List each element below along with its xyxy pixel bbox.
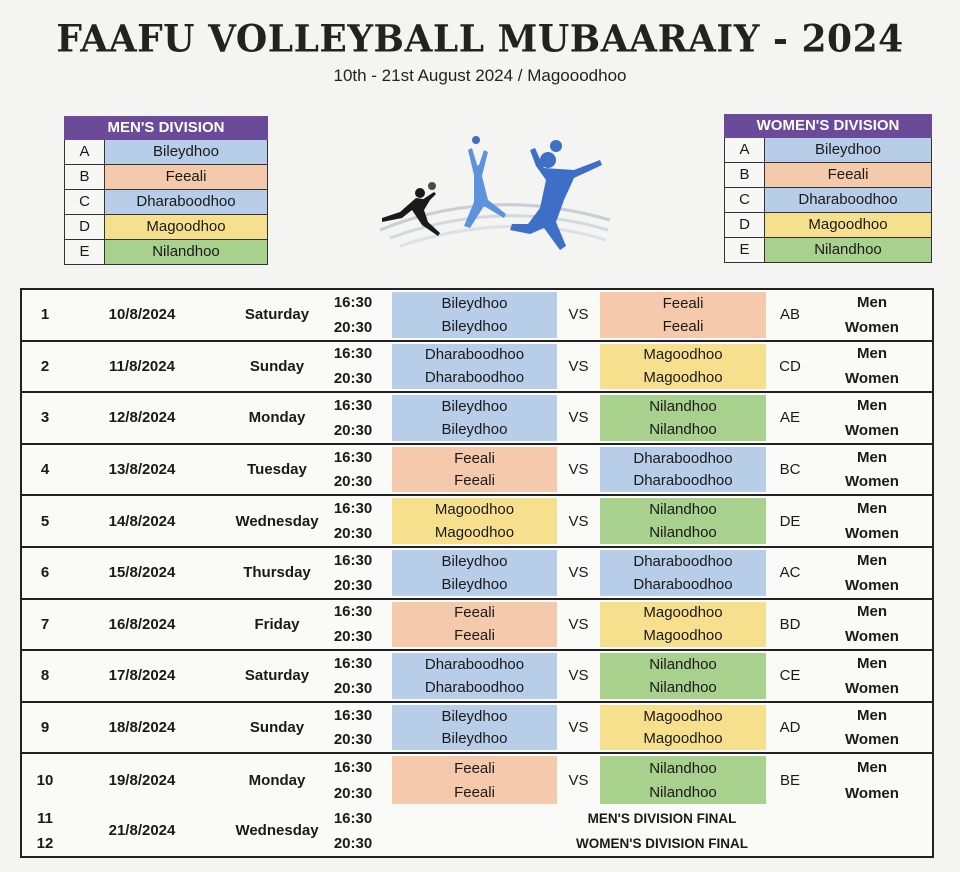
page-subtitle: 10th - 21st August 2024 / Magooodhoo (333, 66, 627, 85)
group-code: BD (779, 615, 801, 633)
division-row (724, 213, 932, 238)
group-letter: D (64, 215, 104, 239)
gender-label: Men (857, 500, 887, 518)
match-genders (822, 393, 922, 443)
match-number: 6 (40, 564, 50, 582)
match-row (22, 703, 932, 755)
match-time: 20:30 (333, 525, 373, 543)
team-name: Magoodhoo (643, 707, 723, 725)
home-team (392, 498, 557, 544)
division-row (64, 240, 268, 265)
division-row (724, 163, 932, 188)
match-day: Saturday (244, 306, 310, 324)
vs-label: VS (568, 771, 589, 789)
match-time: 20:30 (333, 370, 373, 388)
match-date: 17/8/2024 (108, 667, 176, 685)
away-team (600, 498, 766, 544)
gender-label: Men (857, 397, 887, 415)
finals-row (22, 806, 932, 856)
team-name: Nilandhoo (649, 656, 717, 674)
match-time: 16:30 (333, 448, 373, 466)
team-name: Magoodhoo (643, 346, 723, 364)
team-name: Nilandhoo (649, 420, 717, 438)
match-time: 16:30 (333, 758, 373, 776)
match-number: 4 (40, 461, 50, 479)
match-time: 20:30 (333, 679, 373, 697)
match-number: 1 (40, 306, 50, 324)
gender-label: Men (857, 551, 887, 569)
match-day: Wednesday (235, 822, 319, 840)
team-name: Bileydhoo (104, 140, 268, 164)
group-letter: B (64, 165, 104, 189)
team-name: Feeali (104, 165, 268, 189)
match-time: 20:30 (333, 576, 373, 594)
women-division-header: WOMEN'S DIVISION (724, 114, 932, 138)
division-row (64, 190, 268, 215)
match-day: Monday (248, 409, 306, 427)
team-name: Feeali (454, 449, 495, 467)
gender-label: Women (845, 473, 899, 491)
group-code: BE (779, 771, 800, 789)
group-code: AE (779, 409, 800, 427)
team-name: Bileydhoo (441, 552, 508, 570)
match-number: 11 (37, 809, 53, 827)
match-date: 14/8/2024 (108, 512, 176, 530)
team-name: Magoodhoo (643, 369, 723, 387)
match-genders (822, 651, 922, 701)
team-name: Bileydhoo (764, 138, 932, 162)
team-name: Feeali (764, 163, 932, 187)
match-day: Monday (248, 771, 306, 789)
team-name: Dharaboodhoo (764, 188, 932, 212)
match-genders (822, 600, 922, 650)
division-row (724, 138, 932, 163)
page-title: FAAFU VOLLEYBALL MUBAARAIY - 2024 (56, 16, 904, 62)
match-time: 16:30 (333, 706, 373, 724)
match-date: 18/8/2024 (108, 719, 176, 737)
team-name: Nilandhoo (649, 524, 717, 542)
men-final-label: MEN'S DIVISION FINAL (587, 810, 737, 826)
team-name: Dharaboodhoo (633, 472, 733, 490)
match-time: 16:30 (333, 345, 373, 363)
finals-labels (442, 806, 882, 856)
group-letter: B (724, 163, 764, 187)
match-genders (822, 703, 922, 753)
match-times (322, 548, 384, 598)
match-time: 20:30 (333, 784, 373, 802)
match-times (322, 496, 384, 546)
match-time: 20:30 (333, 628, 373, 646)
vs-label: VS (568, 306, 589, 324)
vs-label: VS (568, 409, 589, 427)
gender-label: Women (845, 525, 899, 543)
match-day: Sunday (249, 719, 305, 737)
group-code: AC (779, 564, 801, 582)
match-time: 16:30 (333, 603, 373, 621)
match-date: 11/8/2024 (109, 357, 175, 375)
group-letter: A (64, 140, 104, 164)
match-day: Thursday (243, 564, 311, 582)
team-name: Dharaboodhoo (424, 656, 525, 674)
match-number: 12 (36, 834, 54, 852)
group-code: CE (779, 667, 801, 685)
match-day: Friday (254, 615, 300, 633)
match-date: 13/8/2024 (108, 461, 176, 479)
team-name: Dharaboodhoo (424, 369, 525, 387)
gender-label: Men (857, 758, 887, 776)
vs-label: VS (568, 461, 589, 479)
team-name: Bileydhoo (441, 707, 508, 725)
gender-label: Women (845, 370, 899, 388)
match-times (322, 393, 384, 443)
division-row (64, 165, 268, 190)
away-team (600, 292, 766, 338)
home-team (392, 653, 557, 699)
match-row (22, 754, 932, 806)
division-row (64, 140, 268, 165)
match-row (22, 600, 932, 652)
match-number: 10 (36, 771, 54, 789)
division-row (724, 188, 932, 213)
match-time: 16:30 (333, 551, 373, 569)
away-team (600, 705, 766, 751)
team-name: Nilandhoo (764, 238, 932, 262)
team-name: Dharaboodhoo (424, 678, 525, 696)
match-day: Sunday (249, 357, 305, 375)
match-number: 9 (40, 719, 50, 737)
team-name: Magoodhoo (643, 604, 723, 622)
match-time: 20:30 (333, 318, 373, 336)
team-name: Magoodhoo (643, 730, 723, 748)
gender-label: Men (857, 345, 887, 363)
match-date: 16/8/2024 (108, 615, 176, 633)
team-name: Feeali (662, 294, 704, 312)
group-letter: E (64, 240, 104, 264)
group-code: AD (779, 719, 801, 737)
match-times (322, 290, 384, 340)
team-name: Bileydhoo (441, 420, 508, 438)
gender-label: Women (845, 731, 899, 749)
match-number: 3 (40, 409, 50, 427)
vs-label: VS (568, 512, 589, 530)
team-name: Nilandhoo (649, 501, 717, 519)
match-time: 20:30 (333, 473, 373, 491)
match-times (322, 600, 384, 650)
group-letter: C (64, 190, 104, 214)
team-name: Dharaboodhoo (633, 552, 733, 570)
volleyball-players-illustration (360, 130, 620, 270)
gender-label: Women (845, 318, 899, 336)
team-name: Nilandhoo (649, 398, 717, 416)
match-time: 20:30 (333, 834, 373, 852)
match-number: 8 (40, 667, 50, 685)
team-name: Feeali (454, 783, 495, 801)
match-time: 16:30 (333, 397, 373, 415)
match-times (322, 754, 384, 806)
men-division-header: MEN'S DIVISION (64, 116, 268, 140)
team-name: Magoodhoo (104, 215, 268, 239)
vs-label: VS (568, 667, 589, 685)
home-team (392, 602, 557, 648)
match-genders (822, 290, 922, 340)
away-team (600, 550, 766, 596)
match-row (22, 290, 932, 342)
match-day: Saturday (244, 667, 310, 685)
home-team (392, 550, 557, 596)
group-letter: E (724, 238, 764, 262)
team-name: Bileydhoo (441, 398, 508, 416)
match-day: Tuesday (247, 461, 307, 479)
gender-label: Men (857, 706, 887, 724)
team-name: Magoodhoo (434, 524, 515, 542)
team-name: Nilandhoo (649, 783, 717, 801)
match-day: Wednesday (235, 512, 319, 530)
match-genders (822, 445, 922, 495)
match-row (22, 445, 932, 497)
match-times (322, 806, 384, 856)
match-time: 16:30 (333, 809, 373, 827)
group-code: DE (779, 512, 801, 530)
finals-match-numbers (22, 806, 68, 856)
match-row (22, 393, 932, 445)
team-name: Feeali (454, 627, 495, 645)
home-team (392, 395, 557, 441)
team-name: Bileydhoo (441, 730, 508, 748)
match-time: 16:30 (333, 293, 373, 311)
gender-label: Men (857, 655, 887, 673)
match-row (22, 548, 932, 600)
away-team (600, 756, 766, 804)
home-team (392, 344, 557, 390)
match-date: 15/8/2024 (108, 564, 176, 582)
match-number: 7 (40, 615, 50, 633)
gender-label: Men (857, 293, 887, 311)
vs-label: VS (568, 564, 589, 582)
match-time: 16:30 (333, 655, 373, 673)
gender-label: Men (857, 603, 887, 621)
gender-label: Women (845, 421, 899, 439)
match-row (22, 496, 932, 548)
match-schedule-table (20, 288, 934, 858)
group-letter: D (724, 213, 764, 237)
women-final-label: WOMEN'S DIVISION FINAL (576, 835, 748, 851)
team-name: Bileydhoo (441, 317, 508, 335)
match-time: 20:30 (333, 421, 373, 439)
match-date: 21/8/2024 (108, 822, 176, 840)
gender-label: Women (845, 576, 899, 594)
match-date: 19/8/2024 (108, 771, 176, 789)
division-row (724, 238, 932, 263)
away-team (600, 447, 766, 493)
away-team (600, 602, 766, 648)
match-times (322, 703, 384, 753)
gender-label: Men (857, 448, 887, 466)
division-row (64, 215, 268, 240)
team-name: Feeali (454, 604, 495, 622)
match-number: 5 (40, 512, 50, 530)
team-name: Dharaboodhoo (633, 449, 733, 467)
team-name: Magoodhoo (764, 213, 932, 237)
group-code: CD (779, 357, 801, 375)
group-code: BC (779, 461, 801, 479)
match-times (322, 445, 384, 495)
team-name: Nilandhoo (104, 240, 268, 264)
vs-label: VS (568, 357, 589, 375)
match-genders (822, 496, 922, 546)
match-row (22, 651, 932, 703)
gender-label: Women (845, 784, 899, 802)
group-letter: C (724, 188, 764, 212)
group-letter: A (724, 138, 764, 162)
team-name: Magoodhoo (643, 627, 723, 645)
match-times (322, 342, 384, 392)
match-times (322, 651, 384, 701)
team-name: Nilandhoo (649, 759, 717, 777)
away-team (600, 653, 766, 699)
women-division-table (724, 114, 932, 263)
team-name: Feeali (662, 317, 704, 335)
home-team (392, 705, 557, 751)
match-time: 16:30 (333, 500, 373, 518)
team-name: Dharaboodhoo (633, 575, 733, 593)
match-date: 10/8/2024 (108, 306, 176, 324)
match-date: 12/8/2024 (108, 409, 176, 427)
team-name: Dharaboodhoo (424, 346, 525, 364)
team-name: Dharaboodhoo (104, 190, 268, 214)
match-genders (822, 754, 922, 806)
group-code: AB (779, 306, 800, 324)
home-team (392, 756, 557, 804)
team-name: Feeali (454, 472, 495, 490)
team-name: Nilandhoo (649, 678, 717, 696)
vs-label: VS (568, 719, 589, 737)
match-genders (822, 342, 922, 392)
match-time: 20:30 (333, 731, 373, 749)
vs-label: VS (568, 615, 589, 633)
gender-label: Women (845, 679, 899, 697)
home-team (392, 447, 557, 493)
gender-label: Women (845, 628, 899, 646)
match-genders (822, 548, 922, 598)
match-number: 2 (40, 357, 50, 375)
team-name: Feeali (454, 759, 495, 777)
team-name: Bileydhoo (441, 294, 508, 312)
team-name: Magoodhoo (434, 501, 515, 519)
home-team (392, 292, 557, 338)
match-row (22, 342, 932, 394)
away-team (600, 395, 766, 441)
away-team (600, 344, 766, 390)
men-division-table (64, 116, 268, 265)
team-name: Bileydhoo (441, 575, 508, 593)
